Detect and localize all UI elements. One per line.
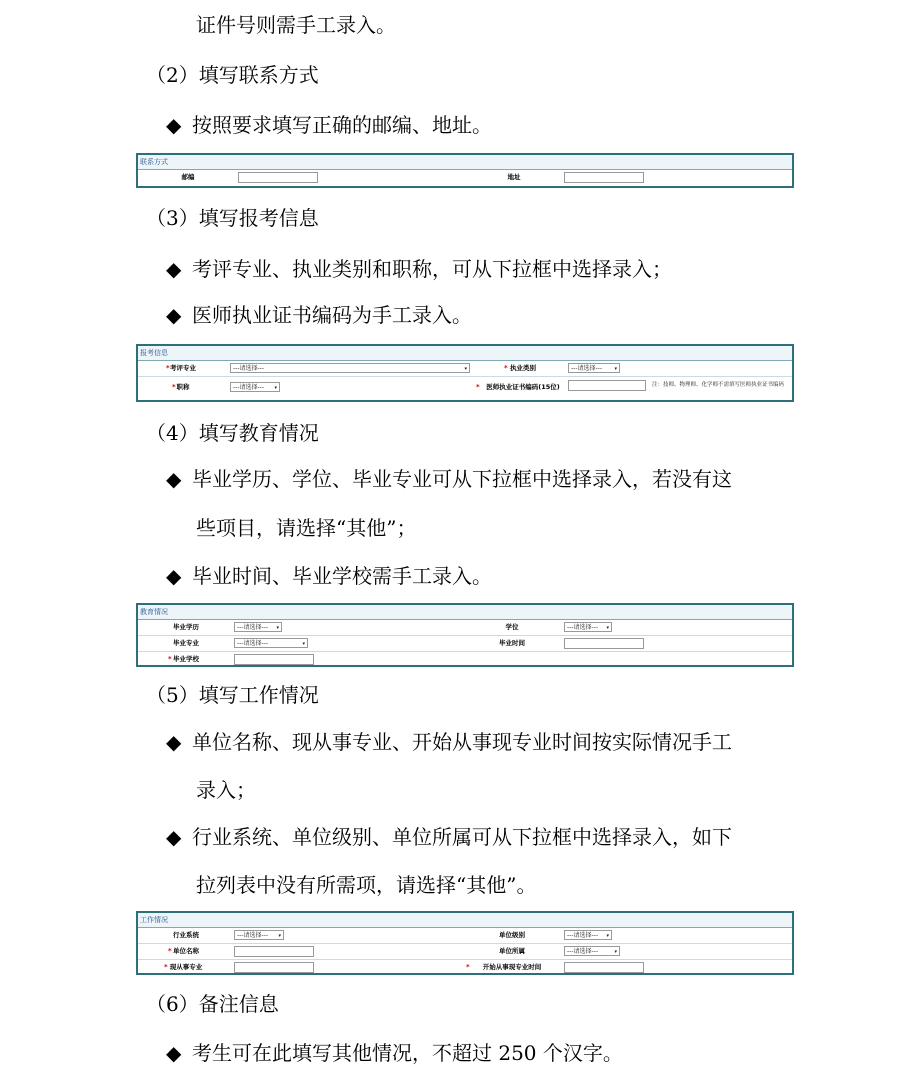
select-value: ---请选择--- bbox=[237, 640, 268, 647]
required-mark: * bbox=[168, 947, 172, 955]
diamond-bullet-icon: ◆ bbox=[166, 1041, 182, 1065]
major-cell bbox=[228, 361, 478, 376]
select-value: ---请选择--- bbox=[233, 365, 264, 372]
text-line: 拉列表中没有所需项，请选择“其他”。 bbox=[196, 873, 537, 897]
required-mark: * bbox=[172, 383, 176, 391]
unit-belong-cell bbox=[564, 944, 790, 959]
degree-cell bbox=[564, 620, 790, 635]
grad-time-label: 毕业时间 bbox=[499, 639, 525, 647]
school-input[interactable] bbox=[234, 654, 314, 665]
chevron-down-icon: ▾ bbox=[274, 385, 277, 391]
form-row bbox=[138, 944, 792, 960]
form-title: 联系方式 bbox=[138, 155, 792, 170]
postcode-label: 邮编 bbox=[181, 173, 195, 181]
unit-name-label-cell bbox=[138, 944, 234, 959]
bullet-text: 行业系统、单位级别、单位所属可从下拉框中选择录入，如下 bbox=[192, 825, 732, 849]
form-title: 工作情况 bbox=[138, 913, 792, 928]
chevron-down-icon: ▾ bbox=[614, 366, 617, 372]
chevron-down-icon: ▾ bbox=[464, 366, 467, 372]
title-select[interactable] bbox=[230, 382, 280, 392]
required-mark: * bbox=[476, 383, 480, 391]
degree-level-select[interactable] bbox=[234, 622, 282, 632]
title-label-cell bbox=[138, 377, 228, 399]
current-major-input[interactable] bbox=[234, 962, 314, 973]
form-row bbox=[138, 361, 792, 377]
major-label: 考评专业 bbox=[170, 364, 196, 372]
grad-time-input[interactable] bbox=[564, 638, 644, 649]
unit-name-label: 单位名称 bbox=[173, 947, 199, 955]
grad-major-select[interactable] bbox=[234, 638, 308, 648]
grad-major-cell bbox=[234, 636, 460, 651]
form-row bbox=[138, 377, 792, 399]
bullet-line bbox=[166, 824, 732, 850]
major-label-cell bbox=[138, 361, 228, 376]
chevron-down-icon: ▾ bbox=[606, 625, 609, 631]
cert-label: 医师执业证书编码(15位) bbox=[486, 383, 560, 391]
postcode-input[interactable] bbox=[238, 172, 318, 183]
grad-major-label: 毕业专业 bbox=[173, 639, 199, 647]
section-heading-notes: （6）备注信息 bbox=[146, 992, 279, 1016]
address-label: 地址 bbox=[507, 173, 521, 181]
bullet-line bbox=[166, 302, 472, 328]
chevron-down-icon: ▾ bbox=[606, 933, 609, 939]
section-heading-edu: （4）填写教育情况 bbox=[146, 421, 319, 445]
required-mark: * bbox=[164, 963, 168, 971]
bullet-text: 按照要求填写正确的邮编、地址。 bbox=[192, 113, 492, 137]
cert-cell bbox=[568, 377, 790, 399]
diamond-bullet-icon: ◆ bbox=[166, 113, 182, 137]
required-mark: * bbox=[504, 364, 508, 372]
form-title: 教育情况 bbox=[138, 605, 792, 620]
text-line: 证件号则需手工录入。 bbox=[196, 13, 396, 37]
industry-cell bbox=[234, 928, 460, 943]
current-major-label: 现从事专业 bbox=[169, 963, 203, 971]
exam-form bbox=[136, 344, 794, 402]
unit-level-select[interactable] bbox=[564, 930, 612, 940]
cert-note: 注：技师、物理师、化学师不需填写医师执业证书编码 bbox=[652, 382, 785, 388]
grad-time-cell bbox=[564, 636, 790, 651]
address-input[interactable] bbox=[564, 172, 644, 183]
bullet-line bbox=[166, 256, 672, 282]
cert-number-input[interactable] bbox=[568, 380, 646, 391]
school-label: 毕业学校 bbox=[173, 655, 199, 663]
industry-select[interactable] bbox=[234, 930, 284, 940]
bullet-line bbox=[166, 466, 732, 492]
school-label-cell bbox=[138, 652, 234, 667]
education-form bbox=[136, 603, 794, 667]
diamond-bullet-icon: ◆ bbox=[166, 303, 182, 327]
title-label: 职称 bbox=[176, 383, 190, 391]
diamond-bullet-icon: ◆ bbox=[166, 564, 182, 588]
select-value: ---请选择--- bbox=[237, 624, 268, 631]
form-title: 报考信息 bbox=[138, 346, 792, 361]
form-row bbox=[138, 620, 792, 636]
select-value: ---请选择--- bbox=[233, 384, 264, 391]
unit-belong-label: 单位所属 bbox=[499, 947, 525, 955]
major-select[interactable] bbox=[230, 363, 470, 373]
form-row bbox=[138, 960, 792, 975]
start-time-cell bbox=[564, 960, 790, 975]
title-cell bbox=[228, 377, 478, 399]
start-time-input[interactable] bbox=[564, 962, 644, 973]
category-cell bbox=[568, 361, 790, 376]
required-mark: * bbox=[168, 655, 172, 663]
required-mark: * bbox=[466, 963, 470, 971]
bullet-line bbox=[166, 1040, 623, 1066]
contact-form bbox=[136, 153, 794, 188]
bullet-text: 考评专业、执业类别和职称，可从下拉框中选择录入； bbox=[192, 257, 672, 281]
unit-belong-select[interactable] bbox=[564, 946, 620, 956]
work-form bbox=[136, 911, 794, 975]
required-mark: * bbox=[166, 364, 170, 372]
start-time-label-cell bbox=[460, 960, 564, 975]
diamond-bullet-icon: ◆ bbox=[166, 257, 182, 281]
text-line: 些项目，请选择“其他”； bbox=[196, 516, 417, 540]
degree-label: 学位 bbox=[505, 623, 519, 631]
current-major-label-cell bbox=[138, 960, 234, 975]
chevron-down-icon: ▾ bbox=[276, 625, 279, 631]
diamond-bullet-icon: ◆ bbox=[166, 730, 182, 754]
category-select[interactable] bbox=[568, 363, 620, 373]
select-value: ---请选择--- bbox=[567, 948, 598, 955]
degree-level-cell bbox=[234, 620, 460, 635]
section-heading-work: （5）填写工作情况 bbox=[146, 683, 319, 707]
form-row bbox=[138, 636, 792, 652]
bullet-text: 毕业时间、毕业学校需手工录入。 bbox=[192, 564, 492, 588]
school-cell bbox=[234, 652, 460, 667]
address-cell bbox=[564, 170, 790, 185]
select-value: ---请选择--- bbox=[237, 932, 268, 939]
bullet-text: 考生可在此填写其他情况，不超过 250 个汉字。 bbox=[192, 1041, 623, 1065]
form-row bbox=[138, 170, 792, 185]
unit-level-label: 单位级别 bbox=[499, 931, 525, 939]
chevron-down-icon: ▾ bbox=[302, 641, 305, 647]
form-row bbox=[138, 928, 792, 944]
diamond-bullet-icon: ◆ bbox=[166, 825, 182, 849]
bullet-text: 单位名称、现从事专业、开始从事现专业时间按实际情况手工 bbox=[192, 730, 732, 754]
degree-level-label: 毕业学历 bbox=[173, 623, 199, 631]
chevron-down-icon: ▾ bbox=[614, 949, 617, 955]
form-row bbox=[138, 652, 792, 667]
unit-name-input[interactable] bbox=[234, 946, 314, 957]
start-time-label: 开始从事现专业时间 bbox=[482, 963, 542, 971]
current-major-cell bbox=[234, 960, 460, 975]
unit-name-cell bbox=[234, 944, 460, 959]
bullet-text: 毕业学历、学位、毕业专业可从下拉框中选择录入，若没有这 bbox=[192, 467, 732, 491]
select-value: ---请选择--- bbox=[567, 932, 598, 939]
select-value: ---请选择--- bbox=[567, 624, 598, 631]
category-label: 执业类别 bbox=[510, 364, 536, 372]
postcode-cell bbox=[238, 170, 464, 185]
section-heading-contact: （2）填写联系方式 bbox=[146, 63, 319, 87]
unit-level-cell bbox=[564, 928, 790, 943]
diamond-bullet-icon: ◆ bbox=[166, 467, 182, 491]
text-line: 录入； bbox=[196, 778, 256, 802]
bullet-line bbox=[166, 729, 732, 755]
bullet-text: 医师执业证书编码为手工录入。 bbox=[192, 303, 472, 327]
select-value: ---请选择--- bbox=[571, 365, 602, 372]
degree-select[interactable] bbox=[564, 622, 612, 632]
category-label-cell bbox=[478, 361, 568, 376]
industry-label: 行业系统 bbox=[173, 931, 199, 939]
bullet-line bbox=[166, 563, 492, 589]
cert-label-cell bbox=[478, 377, 568, 399]
bullet-line bbox=[166, 112, 492, 138]
chevron-down-icon: ▾ bbox=[278, 933, 281, 939]
section-heading-exam: （3）填写报考信息 bbox=[146, 206, 319, 230]
